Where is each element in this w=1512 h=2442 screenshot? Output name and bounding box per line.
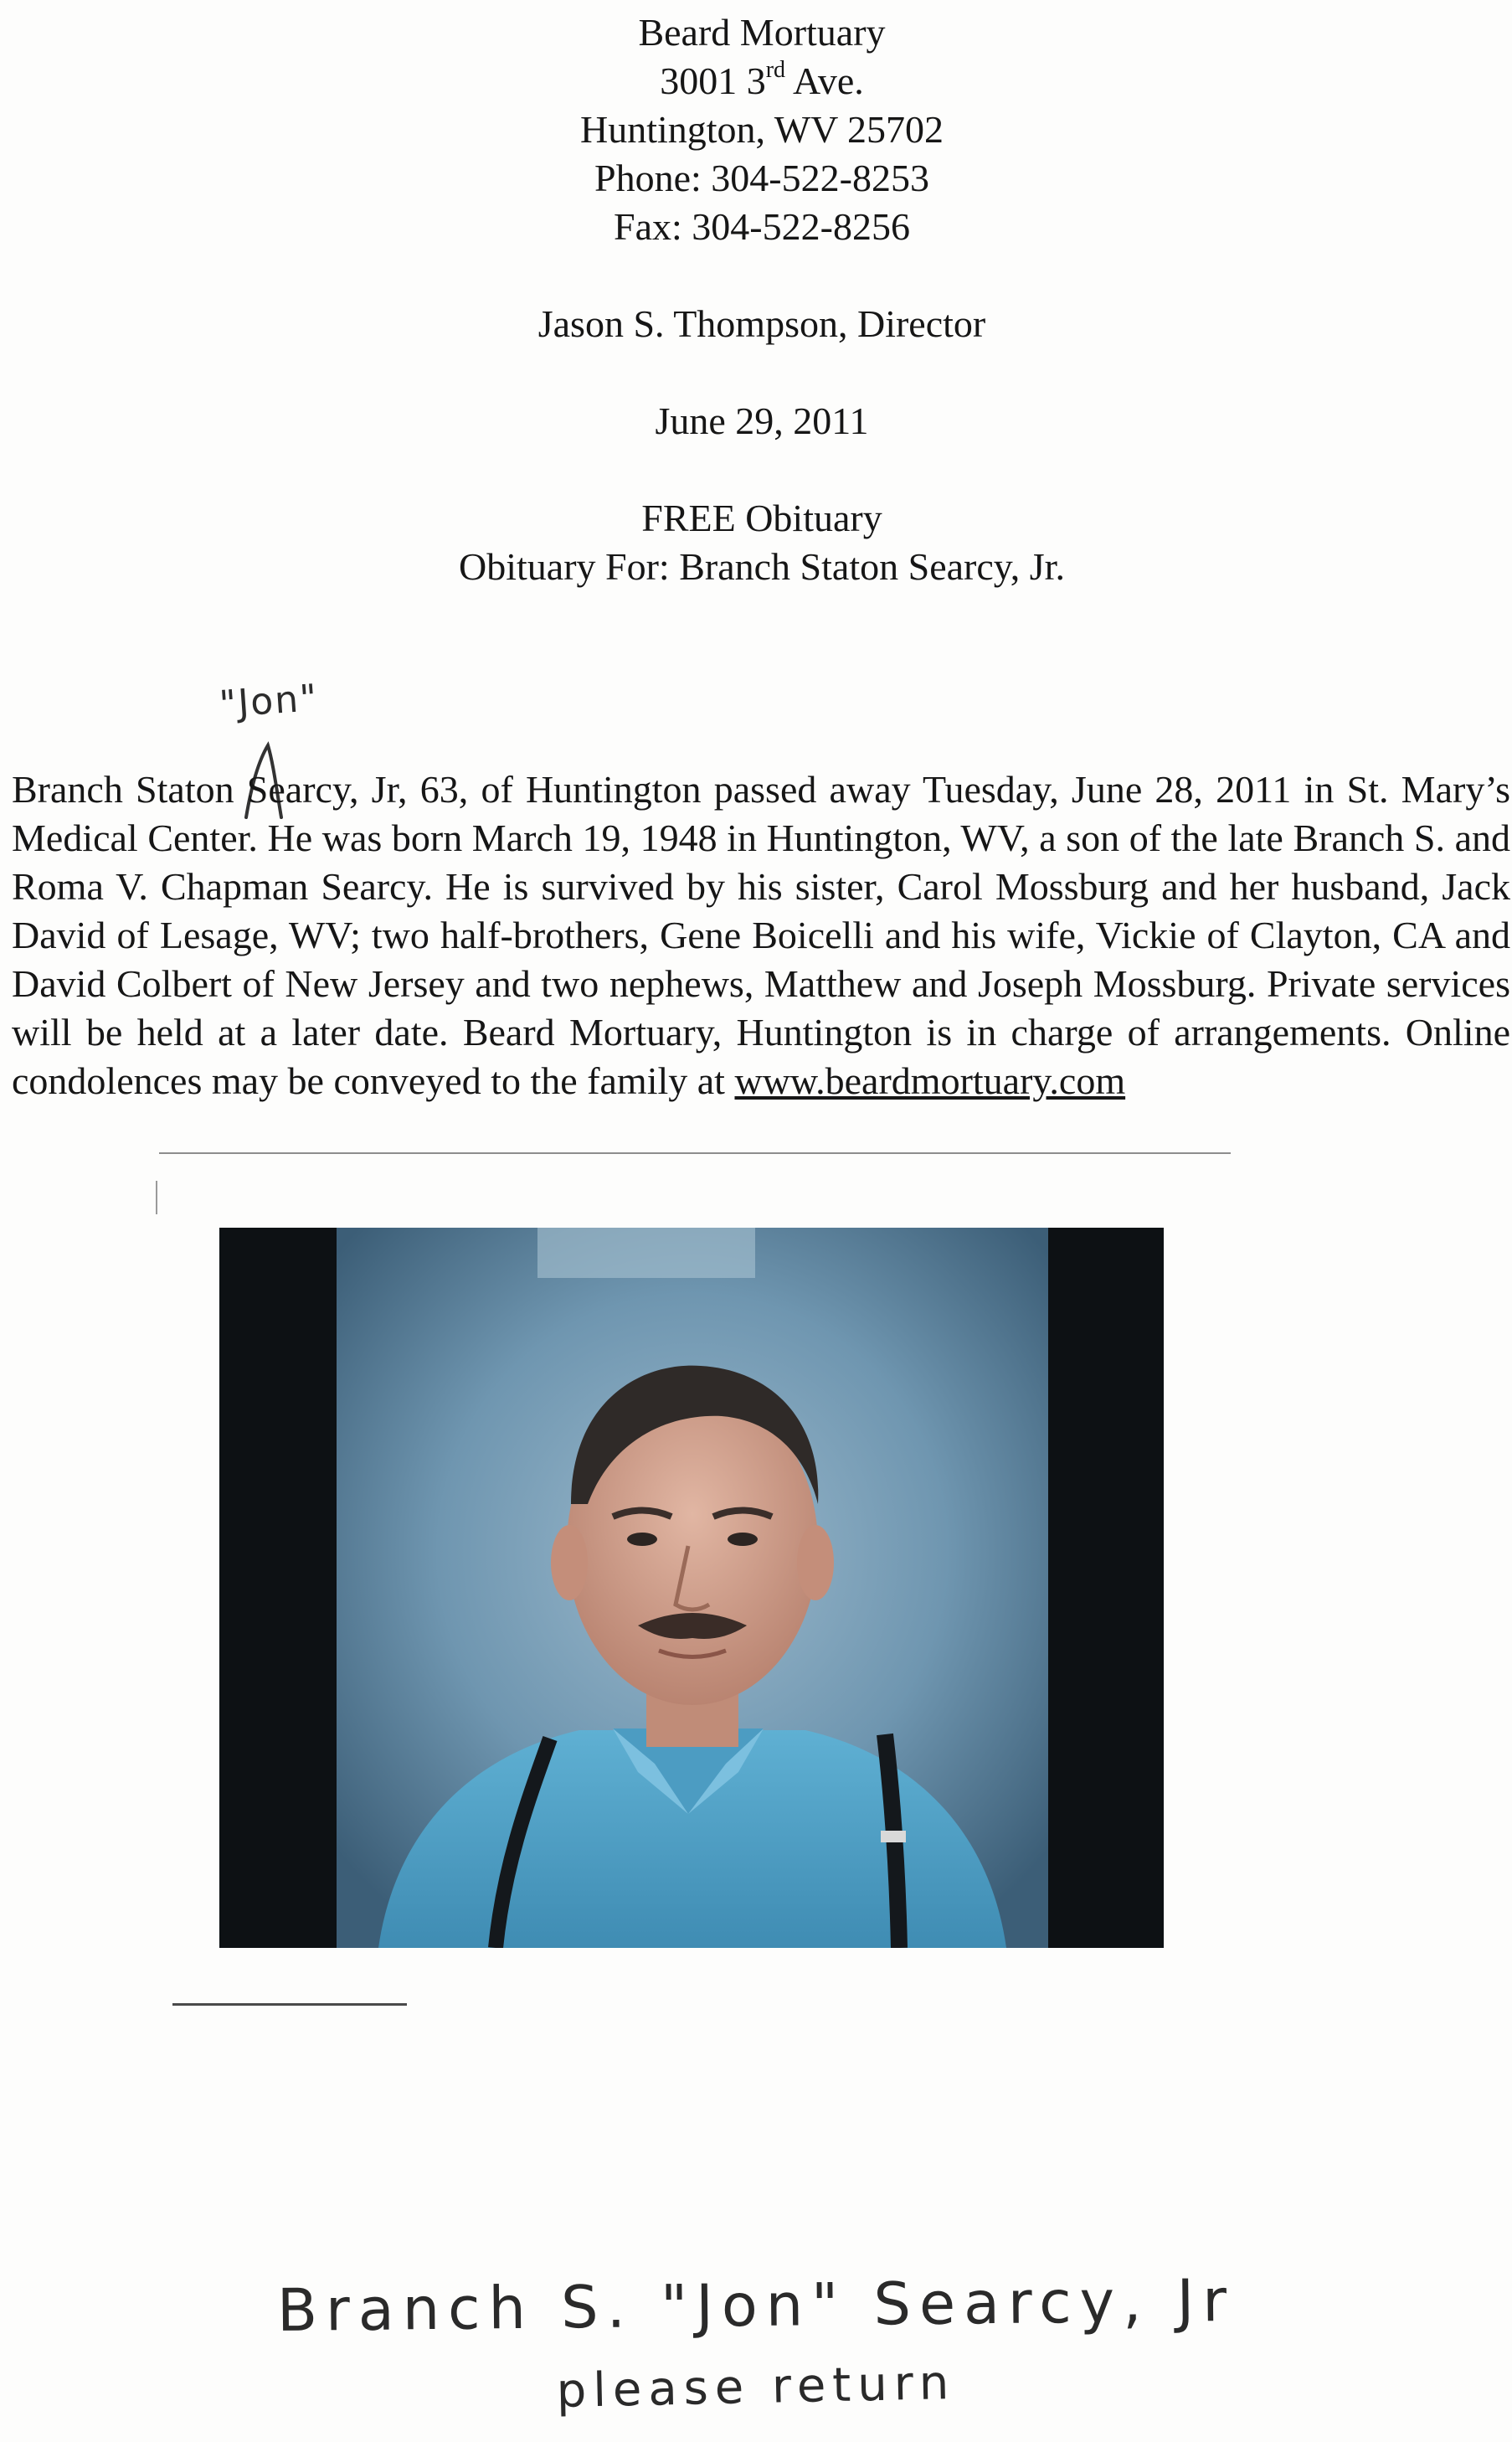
handwritten-note: please return <box>556 2356 956 2419</box>
portrait-photo <box>219 1228 1164 1948</box>
obituary-for-line: Obituary For: Branch Staton Searcy, Jr. <box>459 545 1065 588</box>
letterhead <box>0 8 1512 591</box>
notice-type: FREE Obituary <box>641 497 882 539</box>
phone-line: Phone: 304-522-8253 <box>594 157 929 199</box>
fax-line: Fax: 304-522-8256 <box>614 205 910 248</box>
photo-mount-edge <box>156 1181 157 1214</box>
business-name: Beard Mortuary <box>638 11 886 54</box>
portrait-illustration <box>219 1228 1164 1948</box>
website-link[interactable]: www.beardmortuary.com <box>734 1059 1126 1102</box>
director-line: Jason S. Thompson, Director <box>537 302 986 345</box>
date-line: June 29, 2011 <box>655 399 869 442</box>
city-line: Huntington, WV 25702 <box>579 108 944 151</box>
photo-mount-edge <box>159 1152 1231 1154</box>
handwritten-nickname: "Jon" <box>218 676 320 727</box>
address-line: 3001 3rd Ave. <box>660 56 864 102</box>
obituary-paragraph: Branch Staton Searcy, Jr, 63, of Huntington passed away Tuesday, June 28, 2011 in St. Mary’s Medical Center. He was born March 19, 1948 in Huntington, WV, a son of the late Branch S. and Roma V. Chapman Searcy. He is survived by his sister, Carol Mossburg and her husband, Jack David of Lesage, WV; two half-brothers, Gene Boicelli and his wife, Vickie of Clayton, CA and David Colbert of New Jersey and two nephews, Matthew and Joseph Mossburg. Private services will be held at a later date. Beard Mortuary, Huntington is in charge of arrangements. Online condolences may be conveyed to the family at www.beardmortuary.com <box>12 768 1510 1102</box>
photo-mount-edge <box>172 2003 407 2006</box>
handwritten-caption: Branch S. "Jon" Searcy, Jr <box>276 2266 1236 2345</box>
